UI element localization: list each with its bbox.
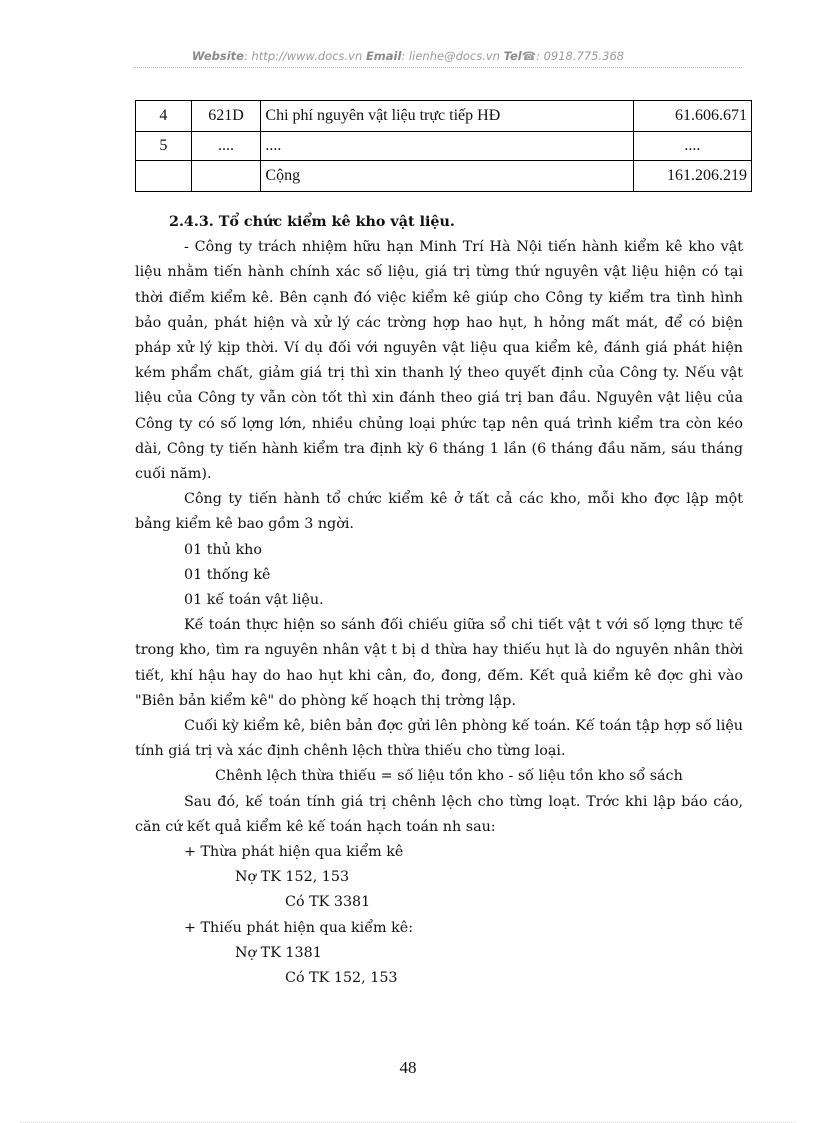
website-value: : http://www.docs.vn [243, 49, 363, 63]
paragraph: - Công ty trách nhiệm hữu hạn Minh Trí Hà Nội tiến hành kiểm kê kho vật liệu nhằm tiến hành chính xác số liệu, giá trị từng thứ nguyên vật liệu hiện có tại thời điểm kiểm kê. Bên cạnh đó việc kiểm kê giúp cho Công ty kiểm tra tình hình bảo quản, phát hiện và xử lý các trờng hợp hao hụt, h hỏng mất mát, để có biện pháp xử lý kịp thời. Ví dụ đối với nguyên vật liệu qua kiểm kê, đánh giá phát hiện kém phẩm chất, giảm giá trị thì xin thanh lý theo quyết định của Công ty. Nếu vật liệu của Công ty vẫn còn tốt thì xin đánh theo giá trị ban đầu. Nguyên vật liệu của Công ty có số lợng lớn, nhiều chủng loại phức tạp nên quá trình kiểm tra còn kéo dài, Công ty tiến hành kiểm tra định kỳ 6 tháng 1 lần (6 tháng đầu năm, sáu tháng cuối năm). [135, 239, 743, 483]
table-cell [191, 161, 261, 192]
document-body [135, 210, 743, 991]
table-cell: 161.206.219 [633, 161, 751, 192]
table-cell [136, 161, 192, 192]
table-cell: Cộng [261, 161, 633, 192]
list-item: 01 kế toán vật liệu. [184, 592, 324, 609]
entry-heading: + Thừa phát hiện qua kiểm kê [184, 844, 404, 861]
email-label: Email [365, 49, 402, 63]
entry-credit: Có TK 3381 [285, 894, 371, 911]
list-item: 01 thủ kho [184, 541, 262, 558]
entry-debit: Nợ TK 152, 153 [235, 869, 350, 886]
website-label: Website [191, 49, 244, 63]
paragraph: Sau đó, kế toán tính giá trị chênh lệch cho từng loạt. Trớc khi lập báo cáo, căn cứ kết quả kiểm kê kế toán hạch toán nh sau: [135, 793, 743, 835]
entry-debit: Nợ TK 1381 [235, 944, 322, 961]
header-divider [134, 67, 742, 68]
table-cell: 4 [136, 101, 192, 132]
formula: Chênh lệch thừa thiếu = số liệu tồn kho - số liệu tồn kho sổ sách [215, 768, 683, 785]
paragraph: Công ty tiến hành tổ chức kiểm kê ở tất cả các kho, mỗi kho đợc lập một bảng kiểm kê bao gồm 3 ngời. [135, 491, 743, 533]
table-cell: Chi phí nguyên vật liệu trực tiếp HĐ [261, 101, 633, 132]
tel-label: Tel [503, 49, 522, 63]
email-value: : lienhe@docs.vn [401, 49, 500, 63]
section-heading: 2.4.3. Tổ chức kiểm kê kho vật liệu. [169, 214, 455, 230]
table-row [136, 101, 752, 132]
table-cell: .... [633, 132, 751, 161]
table-cell: 621D [191, 101, 261, 132]
entry-credit: Có TK 152, 153 [285, 970, 398, 987]
tel-value: ☎: 0918.775.368 [521, 49, 625, 63]
table-cell: .... [261, 132, 633, 161]
list-item: 01 thống kê [184, 566, 271, 583]
page-number: 48 [399, 1058, 417, 1077]
table-cell: 5 [136, 132, 192, 161]
table-row [136, 161, 752, 192]
page-header [0, 49, 816, 63]
paragraph: Cuối kỳ kiểm kê, biên bản đợc gửi lên phòng kế toán. Kế toán tập hợp số liệu tính giá trị và xác định chênh lệch thừa thiếu cho từng loại. [135, 718, 743, 760]
table-cell: .... [191, 132, 261, 161]
table-row [136, 132, 752, 161]
table-cell: 61.606.671 [633, 101, 751, 132]
entry-heading: + Thiếu phát hiện qua kiểm kê: [184, 919, 414, 936]
cost-table [135, 100, 752, 192]
paragraph: Kế toán thực hiện so sánh đối chiếu giữa sổ chi tiết vật t với số lợng thực tế trong kho, tìm ra nguyên nhân vật t bị d thừa hay thiếu hụt là do nguyên nhân thời tiết, khí hậu hay do hao hụt khi cân, đo, đong, đếm. Kết quả kiểm kê đợc ghi vào "Biên bản kiểm kê" do phòng kế hoạch thị trờng lập. [135, 617, 743, 709]
